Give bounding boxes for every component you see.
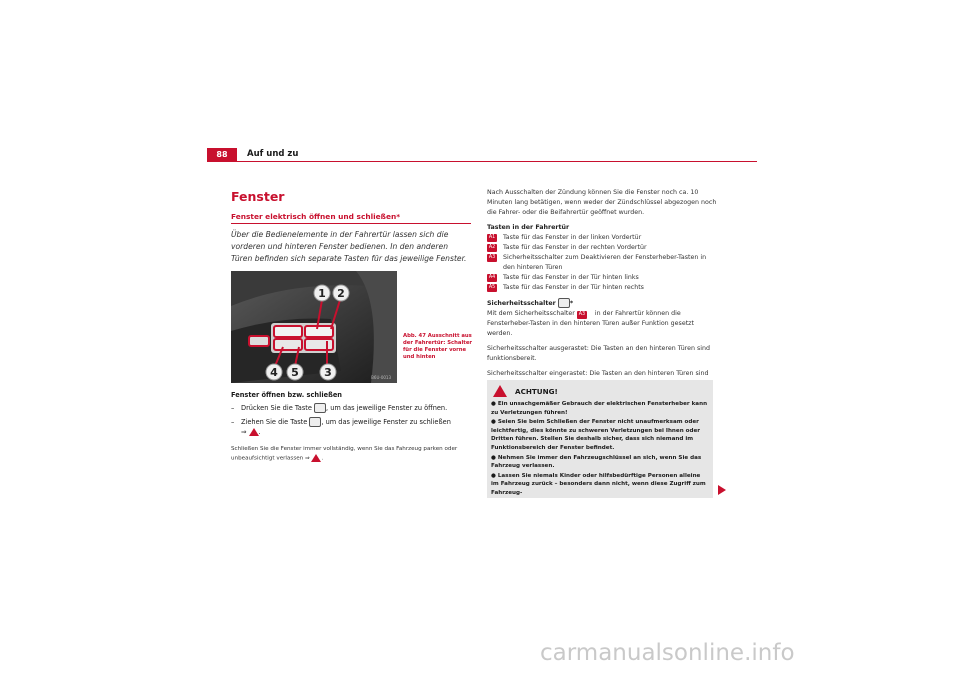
key-item [487,243,717,253]
intro-text: Über die Bedienelemente in der Fahrertür lassen sich die vorderen und hinteren Fenster bedienen. In den anderen Türen befinden sich separate Tasten für das jeweilige Fenster. [231,230,467,263]
warning-icon [249,428,259,436]
step-open [231,403,471,413]
switch-on-paragraph: Sicherheitsschalter eingerastet: Die Tasten an den hinteren Türen sind [487,370,709,377]
step-text: , um das jeweilige Fenster zu öffnen. [326,404,448,413]
watermark: carmanualsonline.info [540,640,795,666]
section-heading: Fenster öffnen bzw. schließen [231,391,342,400]
key-badge: A5 [488,285,496,290]
image-code: B6U-0013 [371,375,391,381]
key-text: Taste für das Fenster in der rechten Vordertür [503,244,647,251]
option-asterisk: * [569,300,574,307]
right-column [487,188,717,394]
figure-caption: Abb. 47 Ausschnitt aus der Fahrertür: Schalter für die Fenster vorne und hinten [403,333,473,360]
key-item [487,253,717,273]
page-number: 88 [207,148,237,162]
callout-1 [314,285,330,301]
warning-list [487,400,713,498]
svg-text:4: 4 [270,366,278,380]
left-column [231,212,471,462]
safety-paragraph: Mit dem Sicherheitsschalter A3 in der Fahrertür können die Fensterheber-Tasten in den hinteren Türen außer Funktion gesetzt werden. [487,310,694,337]
subtitle-rule [231,223,471,224]
window-button-icon [309,417,321,427]
callout-3 [320,364,336,380]
figure [231,271,471,383]
key-item [487,233,717,243]
svg-text:5: 5 [291,366,299,380]
switch-off-paragraph: Sicherheitsschalter ausgerastet: Die Tasten an den hinteren Türen sind funktionsbereit. [487,345,711,362]
safety-switch-icon [558,298,570,308]
key-text: Taste für das Fenster in der linken Vordertür [503,234,642,241]
warning-box [487,380,713,498]
key-badge: A4 [488,275,496,280]
note-text: Schließen Sie die Fenster immer vollständig, wenn Sie das Fahrzeug parken oder unbeaufsichtigt verlassen ⇒ [231,446,458,462]
key-badge: A1 [488,235,496,240]
parking-note [231,445,471,462]
step-text: , um das jeweilige Fenster zu schließen [321,418,451,427]
warning-header [487,380,713,400]
step-dash: – [231,404,235,413]
key-text: Taste für das Fenster in der Tür hinten links [503,274,639,281]
step-end: . [258,428,261,437]
window-switch-photo [231,271,397,383]
key-text: Taste für das Fenster in der Tür hinten rechts [503,284,644,291]
step-text: Drücken Sie die Taste [241,404,312,413]
key-badge: A3 [578,312,586,317]
continue-arrow-icon [718,485,726,495]
warning-item: ● Lassen Sie niemals Kinder oder hilfsbedürftige Personen alleine im Fahrzeug zurück – besonders dann nicht, wenn diese Zugriff zum Fahrzeug- [491,472,706,496]
reference-arrow: ⇒ [241,428,247,437]
note-end: . [321,455,324,462]
svg-text:3: 3 [324,366,332,380]
warning-item: ● Nehmen Sie immer den Fahrzeugschlüssel an sich, wenn Sie das Fahrzeug verlassen. [491,454,702,470]
callout-4 [266,364,282,380]
callout-5 [287,364,303,380]
warning-title: ACHTUNG! [515,386,558,396]
page-title: Fenster [231,189,285,204]
key-list [487,233,717,293]
running-title: Auf und zu [247,149,299,159]
warning-triangle-icon [493,385,507,397]
key-text: Sicherheitsschalter zum Deaktivieren der Fensterheber-Tasten in den hinteren Türen [503,254,707,271]
warning-item: ● Ein unsachgemäßer Gebrauch der elektrischen Fensterheber kann zu Verletzungen führen! [491,401,708,416]
safety-heading: Sicherheitsschalter * [487,300,574,307]
ignition-paragraph: Nach Ausschalten der Zündung können Sie die Fenster noch ca. 10 Minuten lang betätigen, wenn weder der Zündschlüssel abgezogen noch die Fahrer- oder die Beifahrertür geöffnet wurden. [487,189,717,216]
step-close [231,417,471,437]
svg-text:2: 2 [337,287,345,301]
svg-text:1: 1 [318,287,326,301]
step-text: Ziehen Sie die Taste [241,418,308,427]
window-button-icon [314,403,326,413]
key-item [487,283,717,293]
key-item [487,273,717,283]
warning-item: ● Seien Sie beim Schließen der Fenster nicht unaufmerksam oder leichtfertig, dies könnte zu schweren Verletzungen bei Ihnen oder Dritten führen. Stellen Sie deshalb sicher, dass sich niemand im Funktionsbereich der Fenster befindet. [491,419,701,451]
step-dash: – [231,418,235,427]
warning-icon [311,454,324,462]
keys-heading: Tasten in der Fahrertür [487,224,570,231]
key-badge: A2 [488,245,496,250]
key-badge: A3 [488,255,496,260]
callout-2 [333,285,349,301]
section-subtitle: Fenster elektrisch öffnen und schließen* [231,212,401,221]
header-rule [207,161,757,162]
